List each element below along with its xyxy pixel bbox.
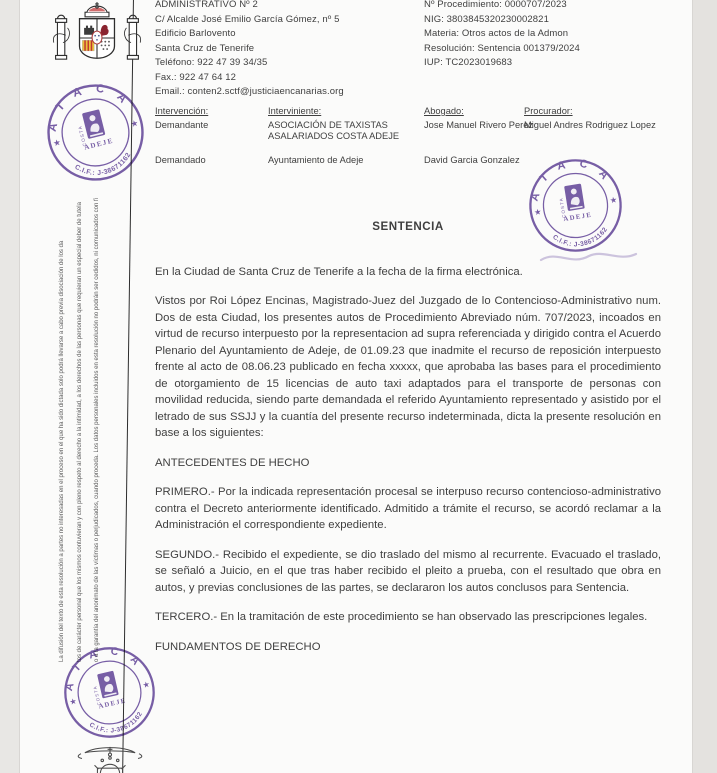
- column-header: Abogado:: [424, 106, 464, 116]
- star-icon: ★: [51, 136, 62, 149]
- case-nig: NIG: 3803845320230002821: [424, 13, 549, 25]
- party-role: Demandante: [155, 119, 209, 130]
- party-name: Ayuntamiento de Adeje: [268, 154, 364, 165]
- spain-coat-of-arms-icon: [51, 0, 143, 76]
- case-iup: IUP: TC2023019683: [424, 57, 513, 68]
- scan-edge-right: [692, 0, 717, 773]
- star-icon: ★: [68, 696, 78, 707]
- notice-line: tos de carácter personal que los mismos contuvieran y con pleno respeto al derecho a la intimidad, a los derechos de las personas que requieran un especial deber de tutela: [76, 202, 83, 662]
- stamp-adeje-text: ADEJE: [562, 211, 593, 224]
- parties-column-procurador: [524, 106, 664, 155]
- stamp-name-arc: ATACA: [45, 81, 139, 133]
- star-icon: ★: [129, 117, 140, 130]
- star-icon: ★: [609, 195, 618, 206]
- court-address-line: ADMINISTRATIVO Nº 2: [155, 0, 258, 10]
- notice-line: La difusión del texto de esta resolución a partes no interesadas en el proceso en el que ha sido dictada solo podrá llevarse a cabo previa disociación de los da: [59, 240, 65, 662]
- case-materia: Materia: Otros actos de la Admon: [424, 28, 569, 39]
- stamp-cif-arc: C.I.F.: J-38671162: [87, 710, 145, 735]
- court-fax-line: Fax.: 922 47 64 12: [155, 71, 237, 83]
- section-heading-fundamentos: FUNDAMENTOS DE DERECHO: [155, 640, 321, 653]
- stamp-adeje-text: ADEJE: [97, 697, 128, 711]
- stamp-name-arc: ATACA: [63, 644, 150, 693]
- parties-column-abogado: [424, 106, 534, 166]
- court-phone-line: Teléfono: 922 47 39 34/35: [155, 57, 268, 68]
- lawyer-name: David Garcia Gonzalez: [424, 154, 520, 165]
- court-address-line: Edificio Barlovento: [155, 28, 236, 39]
- stamp-costa-text: COSTA: [92, 684, 102, 706]
- party-role: Demandado: [155, 154, 206, 165]
- ataca-stamp: [520, 150, 631, 261]
- column-header: Interviniente:: [268, 106, 322, 116]
- paragraph-segundo: SEGUNDO.- Recibido el expediente, se dio traslado del mismo al recurrente. Evacuado el traslado, se señaló a Juicio, en el que tras haber recibido el pleito a prueba, con el resultado que obra en autos, y previas conclusiones de las partes, se declararon los autos conclusos para Sentencia.: [155, 548, 661, 594]
- stamp-costa-text: COSTA: [77, 124, 88, 147]
- paragraph-vistos: Vistos por Roi López Encinas, Magistrado-Juez del Juzgado de lo Contencioso-Administrativo num. Dos de esta Ciudad, los presentes autos de Procedimiento Abreviado núm. 707/2023, incoados en virtud de recurso interpuesto por la representacion ad supra referenciada y dirigido contra el Acuerdo Plenario del Ayuntamiento de Adeje, de 01.09.23 que inadmite el recurso de reposición interpuesto frente al acto de 08.06.23 publicado en fecha xxxxx, que aprobaba las bases para el procedimiento de otorgamiento de 15 licencias de auto taxi adaptados para el transporte de personas con movilidad reducida, siendo parte demandada el referido Ayuntamiento representado y asistido por el letrado de sus SSJJ y la cuantía del presente recurso indeterminada, dicta la presente resolución en base a los siguientes:: [155, 295, 661, 439]
- column-header: Procurador:: [524, 106, 573, 116]
- judgment-body: [155, 219, 661, 655]
- paragraph-primero: PRIMERO.- Por la indicada representación procesal se interpuso recurso contencioso-administrativo contra el Decreto anteriormente identificado. Admitido a trámite el recurso, se acordó reclamar a la Administración el correspondiente expediente.: [155, 486, 661, 531]
- lawyer-name: Jose Manuel Rivero Perez: [424, 119, 534, 130]
- case-procedure-number: Nº Procedimiento: 0000707/2023: [424, 0, 567, 10]
- stamp-name-arc: ATACA: [528, 156, 619, 203]
- court-address-line: Santa Cruz de Tenerife: [155, 42, 255, 54]
- section-heading-antecedentes: ANTECEDENTES DE HECHO: [155, 456, 310, 469]
- notice-line: o a la garantía del anonimato de las víctimas o perjudicados, cuando proceda. Los datos personales incluidos en esta resolución no podrán ser cedidos, ni comunicados con fi: [94, 198, 100, 662]
- stamp-costa-text: COSTA: [558, 196, 567, 219]
- paragraph-tercero: TERCERO.- En la tramitación de este procedimiento se han observado las prescripciones legales.: [155, 611, 648, 623]
- partial-seal-crown-icon: [56, 744, 164, 773]
- ataca-stamp: [53, 636, 167, 750]
- court-email-line: Email.: conten2.sctf@justiciaencanarias.org: [155, 86, 344, 97]
- paragraph-city-date: En la Ciudad de Santa Cruz de Tenerife a la fecha de la firma electrónica.: [155, 265, 523, 278]
- data-protection-notice: [54, 160, 108, 662]
- stamp-adeje-text: ADEJE: [83, 136, 115, 152]
- ink-smudge: [537, 246, 641, 270]
- stamp-cif-arc: C.I.F.: J-38671162: [73, 151, 133, 178]
- judgment-title: SENTENCIA: [372, 220, 444, 233]
- column-header: Intervención:: [155, 106, 209, 116]
- court-address-line: C/ Alcalde José Emilio García Gómez, nº 5: [155, 13, 340, 25]
- procurator-name: Miguel Andres Rodriguez Lopez: [524, 119, 656, 130]
- parties-column-interviniente: [268, 106, 420, 166]
- case-reference-block: [424, 0, 580, 71]
- case-resolucion: Resolución: Sentencia 001379/2024: [424, 42, 580, 54]
- court-address-block: [155, 0, 344, 100]
- scan-edge-left: [0, 0, 20, 773]
- star-icon: ★: [533, 207, 543, 218]
- stamp-cif-arc: C.I.F.: J-38671162: [551, 226, 610, 249]
- ataca-stamp: [34, 71, 156, 193]
- parties-column-intervencion: [155, 106, 261, 166]
- party-name: ASOCIACIÓN DE TAXISTAS ASALARIADOS COSTA ADEJE: [268, 119, 400, 142]
- star-icon: ★: [141, 679, 151, 691]
